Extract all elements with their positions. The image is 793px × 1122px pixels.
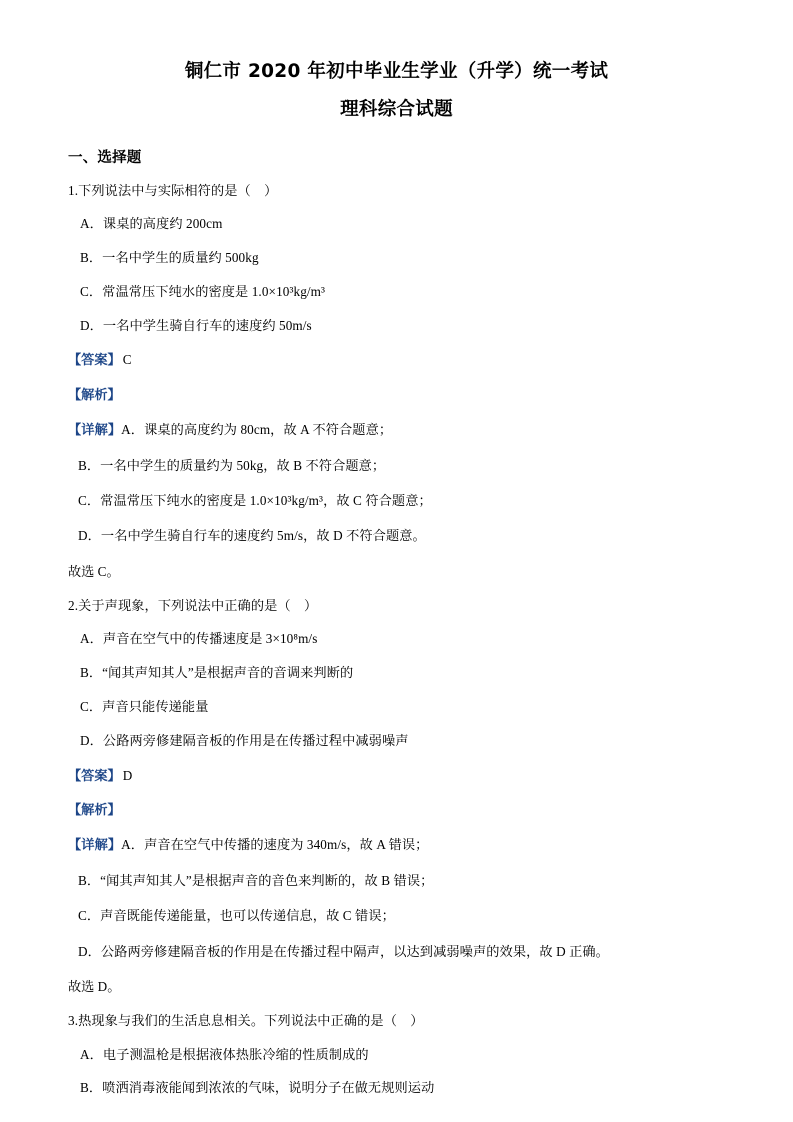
conclusion-line: 故选 C。 bbox=[68, 563, 120, 579]
detail-line: C．声音既能传递能量，也可以传递信息，故 C 错误； bbox=[78, 908, 395, 924]
answer-value: C bbox=[122, 352, 132, 368]
detail-line: D．一名中学生骑自行车的速度约 5m/s，故 D 不符合题意。 bbox=[78, 528, 426, 544]
detail-label: 【详解】 bbox=[68, 422, 122, 438]
answer-value: D bbox=[122, 767, 133, 783]
question-option: A．课桌的高度约 200cm bbox=[80, 216, 223, 232]
question-option: B．一名中学生的质量约 500kg bbox=[80, 250, 259, 266]
section-heading: 一、选择题 bbox=[68, 149, 142, 166]
detail-line: B．“闻其声知其人”是根据声音的音色来判断的，故 B 错误； bbox=[78, 872, 434, 888]
detail-line bbox=[68, 420, 725, 440]
analysis-line bbox=[68, 385, 725, 405]
page-subtitle: 理科综合试题 bbox=[340, 98, 453, 120]
page-title: 铜仁市 2020 年初中毕业生学业（升学）统一考试 bbox=[184, 61, 609, 82]
detail-label: 【详解】 bbox=[68, 837, 122, 853]
question-option: D．一名中学生骑自行车的速度约 50m/s bbox=[80, 317, 312, 333]
question-option: B．喷洒消毒液能闻到浓浓的气味，说明分子在做无规则运动 bbox=[80, 1080, 435, 1096]
question-option: B．“闻其声知其人”是根据声音的音调来判断的 bbox=[80, 665, 354, 681]
answer-line bbox=[68, 350, 725, 370]
analysis-line bbox=[68, 800, 725, 820]
document-content bbox=[68, 0, 725, 1098]
question-option: A．电子测温枪是根据液体热胀冷缩的性质制成的 bbox=[80, 1046, 369, 1062]
detail-text: A．声音在空气中传播的速度为 340m/s，故 A 错误； bbox=[121, 837, 429, 853]
question-stem: 1.下列说法中与实际相符的是（ ） bbox=[68, 182, 278, 198]
answer-line bbox=[68, 766, 725, 786]
detail-text: A．课桌的高度约为 80cm，故 A 不符合题意； bbox=[121, 422, 393, 438]
question-option: A．声音在空气中的传播速度是 3×10⁸m/s bbox=[80, 631, 318, 647]
question-option: D．公路两旁修建隔音板的作用是在传播过程中减弱噪声 bbox=[80, 732, 409, 748]
detail-line: B．一名中学生的质量约为 50kg，故 B 不符合题意； bbox=[78, 457, 386, 473]
question-option: C．声音只能传递能量 bbox=[80, 699, 209, 715]
detail-line: C．常温常压下纯水的密度是 1.0×10³kg/m³，故 C 符合题意； bbox=[78, 492, 432, 508]
analysis-label: 【解析】 bbox=[68, 802, 121, 818]
question-stem: 3.热现象与我们的生活息息相关。下列说法中正确的是（ ） bbox=[68, 1012, 424, 1028]
detail-line: D．公路两旁修建隔音板的作用是在传播过程中隔声，以达到减弱噪声的效果，故 D 正确。 bbox=[78, 943, 609, 959]
answer-label: 【答案】 bbox=[68, 352, 121, 368]
question-stem: 2.关于声现象，下列说法中正确的是（ ） bbox=[68, 597, 318, 613]
question-option: C．常温常压下纯水的密度是 1.0×10³kg/m³ bbox=[80, 283, 326, 299]
detail-line bbox=[68, 835, 725, 855]
answer-label: 【答案】 bbox=[68, 767, 121, 783]
conclusion-line: 故选 D。 bbox=[68, 979, 121, 995]
analysis-label: 【解析】 bbox=[68, 387, 121, 403]
